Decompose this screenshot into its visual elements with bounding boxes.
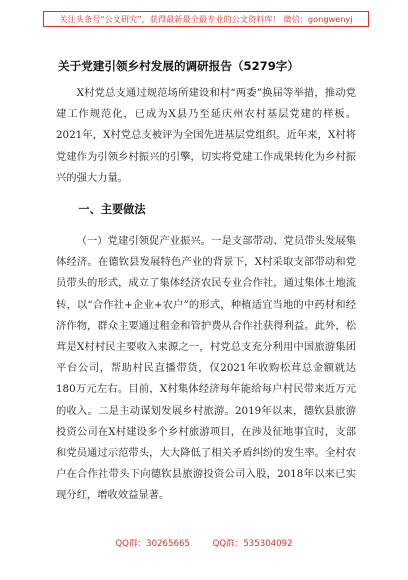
footer: [0, 537, 408, 549]
document-title: 关于党建引领乡村发展的调研报告（5279字）: [58, 59, 299, 73]
intro-paragraph: X村党总支通过规范场所建设和村“两委”换届等举措，推动党建工作规范化，已成为X县乃至延庆州农村基层党建的样板。2021年，X村党总支被评为全国先进基层党组织。近年来，X村将党建作为引领乡村振兴的引擎，切实将党建工作成果转化为乡村振兴的强大力量。: [56, 87, 356, 184]
promo-banner: 关注头条号“公文研究”，获得最新最全最专业的公文资料库！ 微信：gongwenyj: [43, 11, 369, 27]
section-heading: 一、主要做法: [78, 203, 146, 217]
body-paragraph: （一）党建引领促产业振兴。一是支部带动、党员带头发展集体经济。在德钦县发展特色产业的背景下，X村采取支部带动和党员带头的形式，成立了集体经济农民专业合作社，通过集体土地流转，以“合作社+企业+农户”的形式，种植适宜当地的中药材和经济作物，群众主要通过租金和管护费从合作社获得利益。此外，松茸是X村村民主要收入来源之一，村党总支充分利用中国旅游集团平台公司，帮助村民直播带货，仅2021年收购松茸总金额就达180万元左右。目前，X村集体经济每年能给每户村民带来近万元的收入。二是主动谋划发展乡村旅游。2019年以来，德钦县旅游投资公司在X村建设多个乡村旅游项目，在涉及征地事宜时，支部和党员通过示范带头，大大降低了相关矛盾纠纷的发生率。全村农户在合作社带头下向德钦县旅游投资公司入股，2018年以来已实现分红，增收效益显著。: [56, 235, 356, 502]
qq-group-1: QQ群：30265665: [115, 539, 190, 549]
qq-group-2: QQ群：535304092: [212, 539, 293, 549]
document-body: [56, 58, 356, 507]
